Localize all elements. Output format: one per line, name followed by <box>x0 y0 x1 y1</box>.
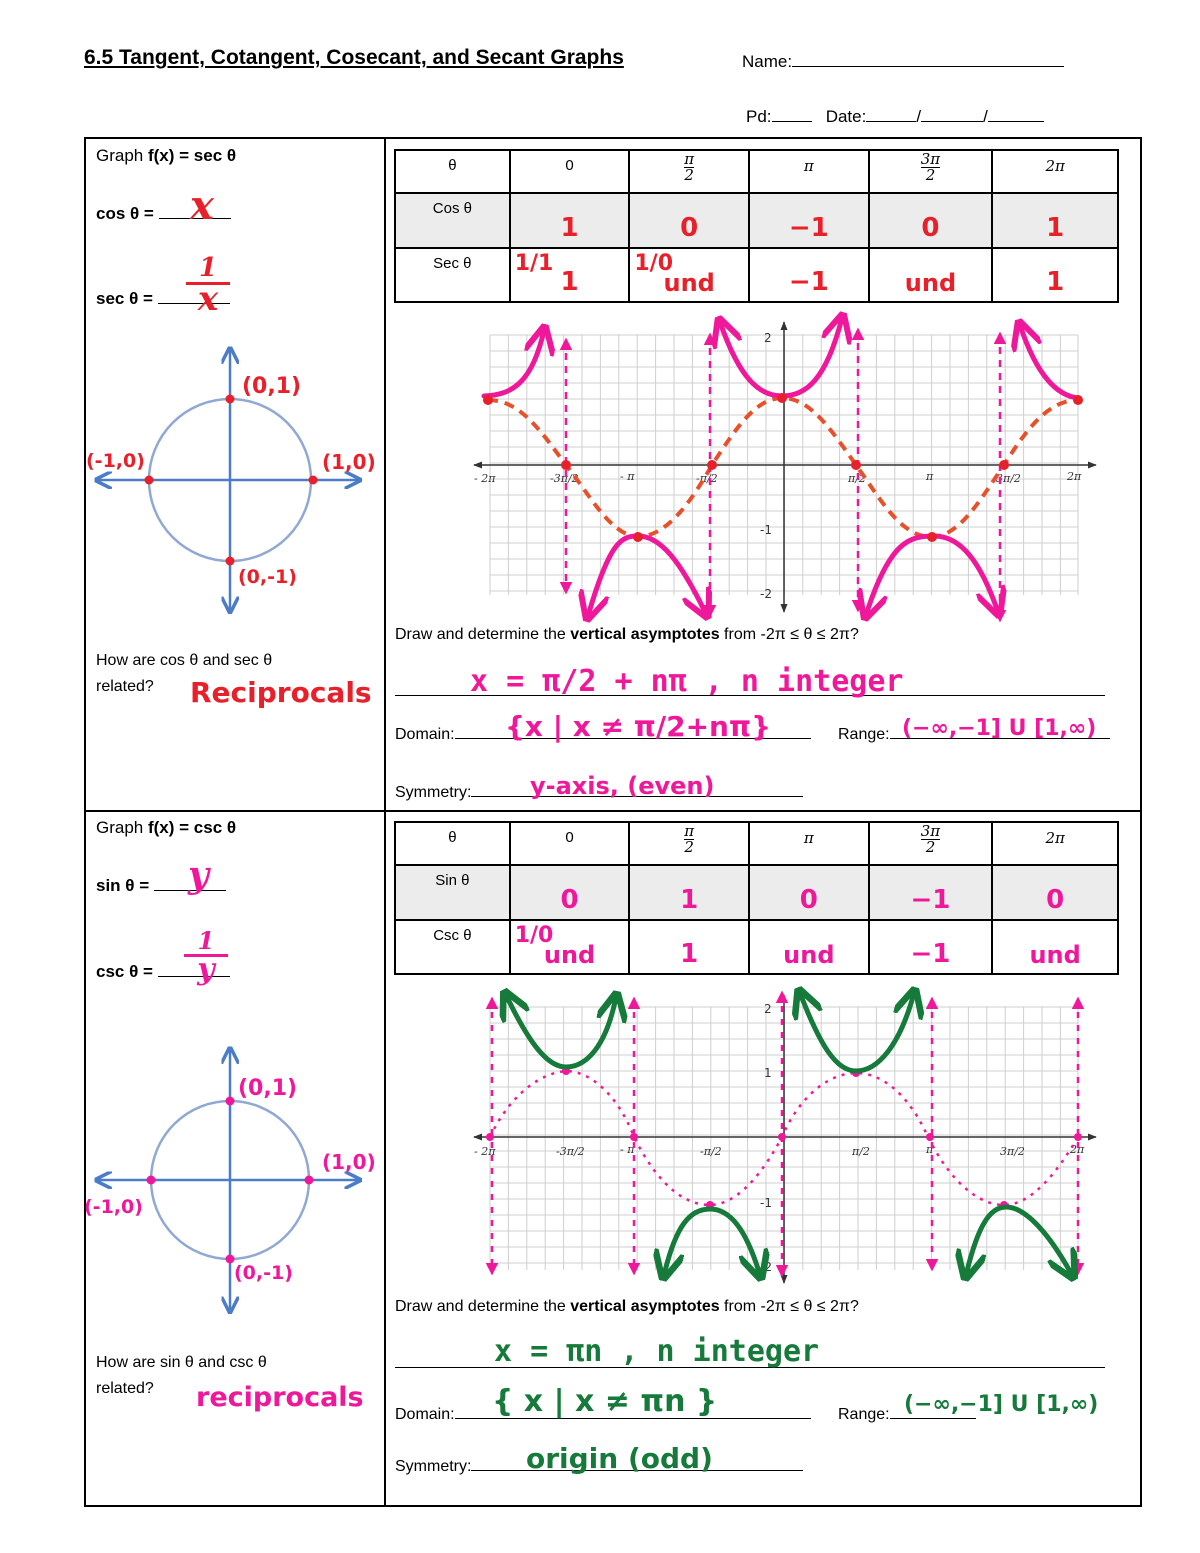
table-cell: und <box>543 941 596 969</box>
circle-point-top: (0,1) <box>238 1076 298 1101</box>
circle-point-left: (-1,0) <box>84 1196 143 1218</box>
date-label: Date: <box>825 107 867 126</box>
pd-label: Pd: <box>746 107 772 126</box>
table-cell: 0 <box>680 213 699 243</box>
secant-branch <box>484 330 544 396</box>
cosecant-branch <box>506 995 616 1067</box>
sec-answer: 1 x <box>186 254 230 313</box>
x-tick-label: - 2π <box>474 1145 496 1158</box>
sec-asymptote-answer: x = π/2 + nπ , n integer <box>470 664 904 699</box>
row-label: Sec θ <box>395 248 510 302</box>
unit-circle-cos <box>84 340 384 620</box>
cosine-curve <box>488 398 1078 537</box>
x-tick-label: π/2 <box>848 472 866 485</box>
name-label: Name: <box>742 52 793 71</box>
sec-domain-answer: {x | x ≠ π/2+nπ} <box>505 710 772 743</box>
sec-definition: sec θ = <box>96 289 230 309</box>
circle-point-left: (-1,0) <box>86 450 145 472</box>
table-cell: 0 <box>921 213 940 243</box>
table-cell: 0 <box>799 885 818 915</box>
x-tick-label: -π/2 <box>696 472 718 485</box>
table-header: $\frac{3\pi}{2}$ <box>869 822 993 865</box>
x-tick-label: 3π/2 <box>1000 1145 1025 1158</box>
table-cell: 1 <box>1046 267 1065 297</box>
cos-definition: cos θ = <box>96 204 231 224</box>
table-header: $\frac{3\pi}{2}$ <box>869 150 993 193</box>
table-header: θ <box>395 150 510 193</box>
cosecant-branch <box>664 1209 760 1275</box>
sec-relation-question: How are cos θ and sec θ related? <box>96 652 273 695</box>
date-month-input[interactable] <box>866 107 916 122</box>
csc-range-answer: (−∞,−1] U [1,∞) <box>904 1392 1099 1417</box>
table-cell: 1 <box>680 885 699 915</box>
table-header: 0 <box>510 822 630 865</box>
y-tick-label: -1 <box>760 523 772 537</box>
y-tick-label: -2 <box>760 1260 772 1274</box>
x-tick-label: π/2 <box>852 1145 870 1158</box>
table-cell: −1 <box>910 939 951 969</box>
y-tick-label: 1 <box>764 1066 772 1080</box>
table-header: 0 <box>510 150 630 193</box>
page-title: 6.5 Tangent, Cotangent, Cosecant, and Secant Graphs <box>84 46 624 69</box>
sec-symmetry-answer: y-axis, (even) <box>530 772 715 800</box>
cell-mark: 1/1 <box>514 251 554 276</box>
table-cell: 1 <box>680 939 699 969</box>
table-header: π <box>749 822 869 865</box>
table-cell: und <box>663 269 715 297</box>
table-header: 2π <box>992 150 1118 193</box>
csc-relation-answer: reciprocals <box>196 1382 364 1413</box>
row-label: Csc θ <box>395 920 510 974</box>
csc-definition: csc θ = <box>96 962 230 982</box>
sec-range-answer: (−∞,−1] U [1,∞) <box>902 716 1097 741</box>
sec-asymptote-question: Draw and determine the vertical asymptotes from -2π ≤ θ ≤ 2π? <box>395 626 859 643</box>
x-tick-label: π <box>926 1143 934 1156</box>
x-tick-label: - π <box>620 470 635 483</box>
x-tick-label: 2π <box>1067 470 1082 483</box>
sin-definition: sin θ = <box>96 876 226 896</box>
x-tick-label: π <box>926 470 934 483</box>
table-cell: und <box>1029 941 1081 969</box>
sec-value-table <box>394 149 1119 303</box>
csc-asymptote-question: Draw and determine the vertical asymptotes from -2π ≤ θ ≤ 2π? <box>395 1298 859 1315</box>
csc-graph-label: Graph f(x) = csc θ <box>96 818 237 837</box>
table-cell: −1 <box>788 213 829 243</box>
cell-mark: 1/0 <box>514 923 554 948</box>
date-year-input[interactable] <box>988 107 1044 122</box>
table-header: π <box>749 150 869 193</box>
table-cell: und <box>904 269 957 297</box>
circle-point-top: (0,1) <box>242 374 302 399</box>
table-cell: 1 <box>560 267 579 297</box>
table-cell: 0 <box>560 885 579 915</box>
table-cell: und <box>783 941 835 969</box>
row-label: Sin θ <box>395 865 510 920</box>
y-tick-label: -2 <box>760 587 772 601</box>
pd-date-fields: Pd: Date: / / <box>746 107 1044 127</box>
secant-branch <box>1020 325 1078 398</box>
sec-relation-answer: Reciprocals <box>190 676 372 709</box>
sec-graph-label: Graph f(x) = sec θ <box>96 146 237 165</box>
y-tick-label: -1 <box>760 1196 772 1210</box>
secant-branch <box>720 318 842 396</box>
cell-mark: 1/0 <box>634 251 674 276</box>
y-tick-label: 2 <box>764 1002 772 1016</box>
cos-answer: x <box>190 182 214 229</box>
csc-domain-answer: { x | x ≠ πn } <box>492 1384 718 1419</box>
table-header: θ <box>395 822 510 865</box>
row-label: Cos θ <box>395 193 510 248</box>
csc-asymptote-answer: x = πn , n integer <box>494 1334 820 1369</box>
table-cell: 1 <box>560 213 579 243</box>
csc-graph <box>460 985 1120 1295</box>
name-field[interactable] <box>742 52 1064 72</box>
csc-value-table <box>394 821 1119 975</box>
table-header: $\frac{\pi}{2}$ <box>629 822 749 865</box>
circle-point-bottom: (0,-1) <box>234 1262 293 1284</box>
table-header: $\frac{\pi}{2}$ <box>629 150 749 193</box>
cosecant-branch <box>800 993 914 1071</box>
table-cell: −1 <box>788 267 829 297</box>
csc-symmetry-answer: origin (odd) <box>526 1442 713 1475</box>
x-tick-label: -3π/2 <box>556 1145 585 1158</box>
sin-answer: y <box>188 854 209 896</box>
date-day-input[interactable] <box>921 107 983 122</box>
circle-point-right: (1,0) <box>322 450 376 474</box>
circle-point-right: (1,0) <box>322 1150 376 1174</box>
sec-range: Range: <box>838 724 1110 744</box>
x-tick-label: - 2π <box>474 472 496 485</box>
section-divider <box>84 810 1142 812</box>
table-cell: −1 <box>910 885 951 915</box>
sec-symmetry: Symmetry: <box>395 782 803 802</box>
sec-domain: Domain: <box>395 724 811 744</box>
pd-input[interactable] <box>772 107 812 122</box>
sec-graph <box>460 300 1120 630</box>
y-tick-label: 2 <box>764 331 772 345</box>
column-divider <box>384 137 386 1507</box>
x-tick-label: -π/2 <box>700 1145 722 1158</box>
csc-relation-question: How are sin θ and csc θ related? <box>96 1354 267 1397</box>
x-tick-label: - π <box>620 1143 635 1156</box>
table-header: 2π <box>992 822 1118 865</box>
x-tick-label: 3π/2 <box>996 472 1021 485</box>
circle-point-bottom: (0,-1) <box>238 566 297 588</box>
csc-domain: Domain: <box>395 1404 811 1424</box>
csc-answer: 1 y <box>184 928 228 983</box>
cosecant-branch <box>966 1207 1072 1275</box>
x-tick-label: 2π <box>1070 1143 1085 1156</box>
x-tick-label: -3π/2 <box>550 472 579 485</box>
csc-symmetry: Symmetry: <box>395 1456 803 1476</box>
table-cell: 0 <box>1046 885 1065 915</box>
table-cell: 1 <box>1046 213 1065 243</box>
secant-branch <box>588 536 706 616</box>
csc-range: Range: <box>838 1404 976 1424</box>
